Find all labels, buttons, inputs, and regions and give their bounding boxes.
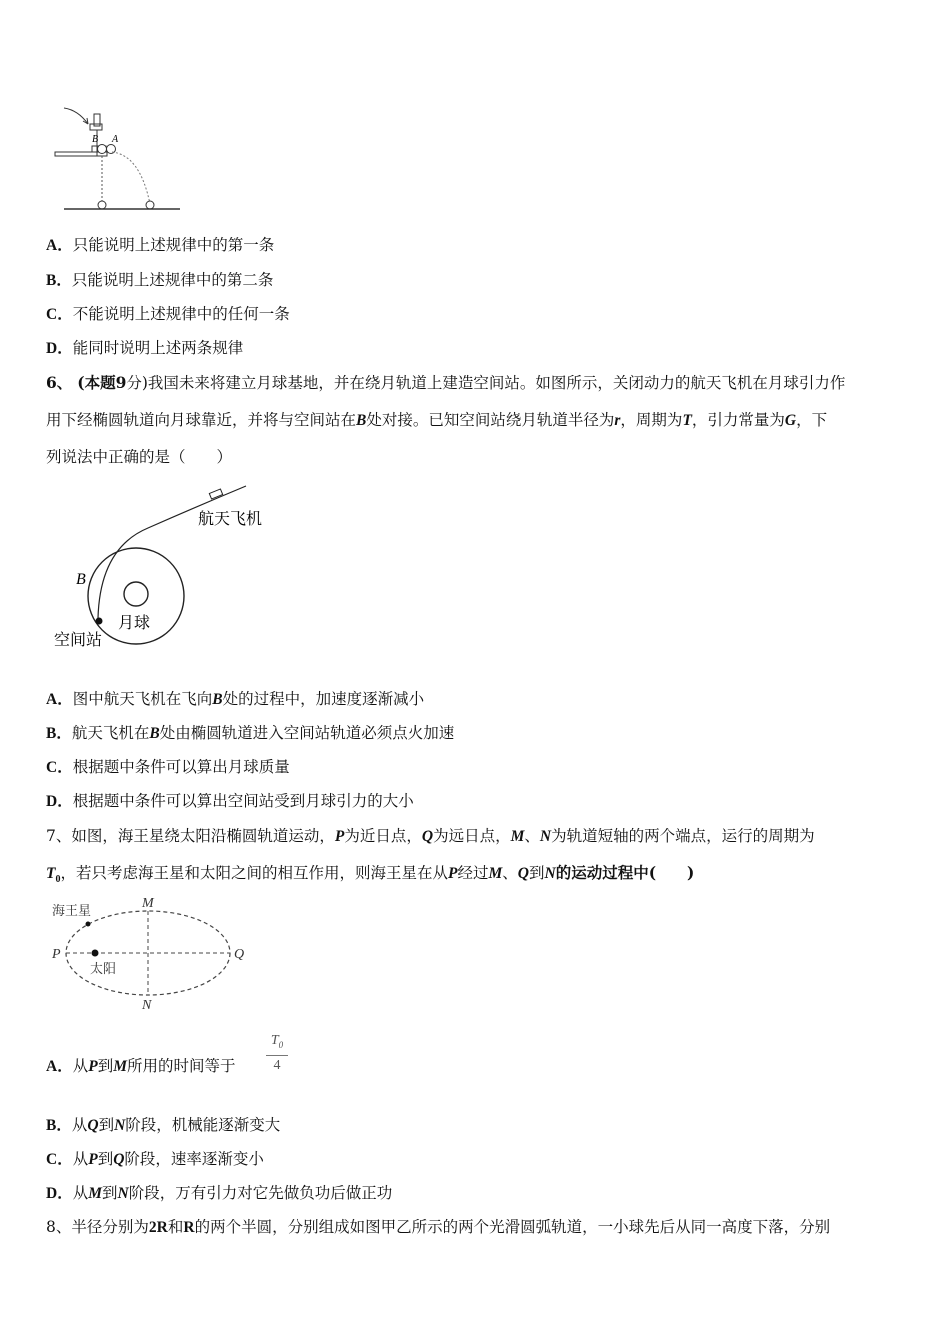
q7-stem-line2: $T_0$，若只考虑海王星和太阳之间的相互作用，则海王星在从P经过M、Q到N的运动过程中( ) — [46, 863, 695, 886]
q7-option-a: A．从P到M所用的时间等于 — [46, 1057, 236, 1075]
fig5-label-B: B — [92, 134, 99, 145]
q5-apparatus-figure — [50, 100, 190, 215]
q7-option-a-fraction: $T_0$ 4 — [266, 1032, 288, 1075]
q7-option-d: D．从M到N阶段，万有引力对它先做负功后做正功 — [46, 1184, 393, 1202]
q7-fig-sun-label: 太阳 — [90, 962, 117, 977]
q7-fig-neptune-label: 海王星 — [52, 904, 92, 919]
q6-fig-station-label: 空间站 — [54, 630, 103, 649]
q5-option-c: C．不能说明上述规律中的任何一条 — [46, 305, 290, 323]
q7-option-b: B．从Q到N阶段，机械能逐渐变大 — [46, 1116, 281, 1134]
q7-neptune-orbit-figure — [48, 893, 263, 1013]
q6-option-a: A．图中航天飞机在飞向B处的过程中，加速度逐渐减小 — [46, 690, 425, 708]
q6-stem-line3: 列说法中正确的是（ ） — [46, 448, 233, 466]
q7-fig-M-label: M — [142, 896, 154, 911]
q6-option-c: C．根据题中条件可以算出月球质量 — [46, 758, 290, 776]
fig5-label-A: A — [112, 134, 119, 145]
q6-fig-B-label: B — [76, 571, 86, 588]
q7-fig-P-label: P — [52, 947, 61, 962]
q5-option-d: D．能同时说明上述两条规律 — [46, 339, 244, 357]
q7-stem-line1: 7、如图，海王星绕太阳沿椭圆轨道运动，P为近日点，Q为远日点，M、N为轨道短轴的两个端点，运行的周期为 — [46, 827, 815, 845]
q6-fig-moon-label: 月球 — [118, 613, 151, 632]
q6-stem-line2: 用下经椭圆轨道向月球靠近，并将与空间站在B处对接。已知空间站绕月轨道半径为r，周期为T，引力常量为G，下 — [46, 411, 828, 429]
q6-moon-orbit-figure — [48, 478, 288, 653]
q7-fig-Q-label: Q — [234, 947, 245, 962]
q5-option-b: B．只能说明上述规律中的第二条 — [46, 271, 274, 289]
q6-stem-line1: 6、 (本题9分)我国未来将建立月球基地，并在绕月轨道上建造空间站。如图所示，关闭动力的航天飞机在月球引力作 — [46, 373, 846, 392]
q7-option-c: C．从P到Q阶段，速率逐渐变小 — [46, 1150, 264, 1168]
q7-fig-N-label: N — [142, 998, 152, 1013]
q6-fig-shuttle-label: 航天飞机 — [198, 509, 263, 528]
q8-stem-line1: 8、半径分别为2R和R的两个半圆，分别组成如图甲乙所示的两个光滑圆弧轨道，一小球先后从同一高度下落，分别 — [46, 1218, 831, 1236]
q6-option-d: D．根据题中条件可以算出空间站受到月球引力的大小 — [46, 792, 414, 810]
q6-option-b: B．航天飞机在B处由椭圆轨道进入空间站轨道必须点火加速 — [46, 724, 455, 742]
q5-option-a: A．只能说明上述规律中的第一条 — [46, 236, 275, 254]
